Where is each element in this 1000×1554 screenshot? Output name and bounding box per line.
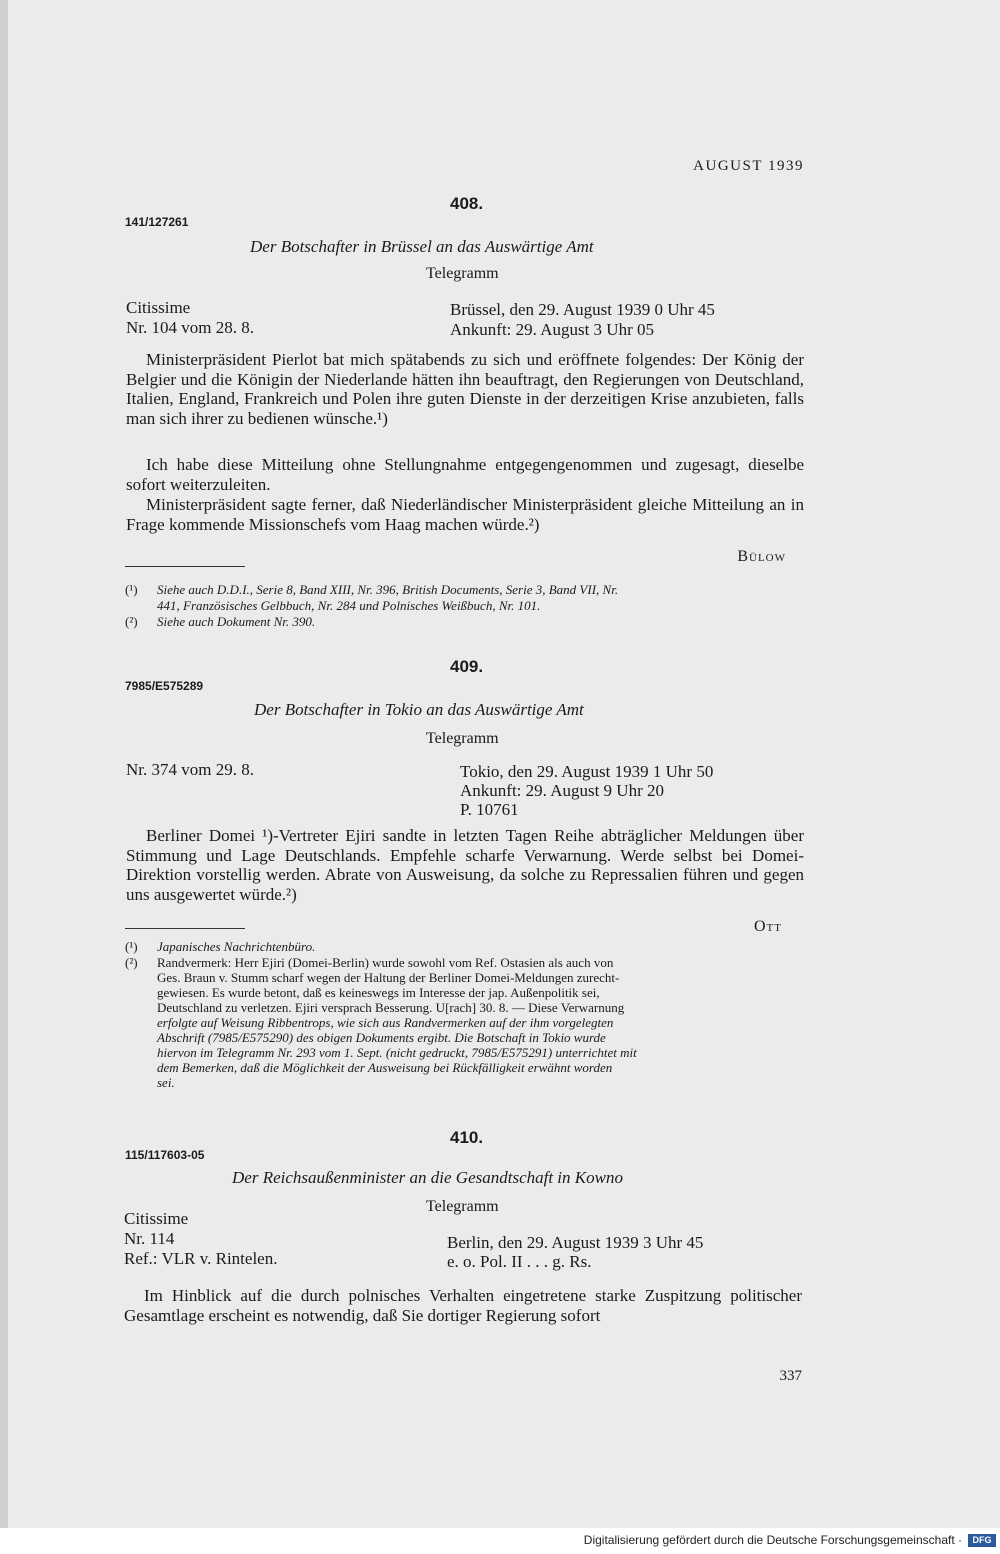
document-number: 408. <box>450 194 484 213</box>
paragraph: Ich habe diese Mitteilung ohne Stellungnahme entgegengenommen und zugesagt, dieselbe sofort weiterzuleiten. <box>126 455 804 494</box>
footnote-mark: (¹) <box>125 582 138 597</box>
footnote-mark: (¹) <box>125 939 138 954</box>
footer-credit: Digitalisierung gefördert durch die Deutsche Forschungsgemeinschaft · <box>583 1533 962 1547</box>
signature: Ott <box>754 918 782 935</box>
dfg-logo-icon: DFG <box>968 1534 996 1547</box>
document-type: Telegramm <box>426 265 499 282</box>
document-type: Telegramm <box>426 730 499 747</box>
footnote-line: erfolgte auf Weisung Ribbentrops, wie sich aus Randvermerken auf der ihm vorgelegten <box>157 1015 614 1030</box>
footnote-line: gewiesen. Es wurde betont, daß es keineswegs im Interesse der jap. Außenpolitik sei, <box>157 985 600 1000</box>
meta-right-line: P. 10761 <box>460 800 519 819</box>
footnote-mark: (²) <box>125 955 138 970</box>
meta-right-line: Brüssel, den 29. August 1939 0 Uhr 45 <box>450 300 715 319</box>
footnote-line: dem Bemerken, daß die Möglichkeit der Ausweisung bei Rückfälligkeit erwähnt worden <box>157 1060 613 1075</box>
footnote-rule <box>125 566 245 567</box>
document-title: Der Reichsaußenminister an die Gesandtschaft in Kowno <box>232 1168 623 1187</box>
footnote-line: Siehe auch Dokument Nr. 390. <box>157 614 316 629</box>
file-reference: 115/117603-05 <box>125 1148 205 1162</box>
paragraph: Berliner Domei ¹)-Vertreter Ejiri sandte in letzten Tagen Reihe abträglicher Meldungen über Stimmung und Lage Deutschlands. Empfehle scharfe Verwarnung. Werde selbst bei Domei-Direktion vorstellig werden. Abrate von Ausweisung, da solche zu Repressalien führen und gegen uns ausgewertet würde.²) <box>126 826 804 904</box>
meta-left-line: Ref.: VLR v. Rintelen. <box>124 1249 278 1268</box>
meta-right-line: Tokio, den 29. August 1939 1 Uhr 50 <box>460 762 714 781</box>
document-number: 410. <box>450 1128 484 1147</box>
meta-right-line: Berlin, den 29. August 1939 3 Uhr 45 <box>447 1233 704 1252</box>
document-number: 409. <box>450 657 484 676</box>
file-reference: 7985/E575289 <box>125 679 204 693</box>
document-type: Telegramm <box>426 1198 499 1215</box>
footnote-mark: (²) <box>125 614 138 629</box>
footnote-line: Abschrift (7985/E575290) des obigen Dokuments ergibt. Die Botschaft in Tokio wurde <box>157 1030 606 1045</box>
page-binding-shadow <box>0 0 8 1528</box>
signature: Bülow <box>737 548 786 565</box>
meta-right-line: Ankunft: 29. August 3 Uhr 05 <box>450 320 654 339</box>
page-number: 337 <box>779 1368 802 1384</box>
footnote-line: Siehe auch D.D.I., Serie 8, Band XIII, Nr. 396, British Documents, Serie 3, Band VII, Nr. <box>157 582 619 597</box>
file-reference: 141/127261 <box>125 215 189 229</box>
digitization-footer <box>0 1528 1000 1554</box>
document-title: Der Botschafter in Brüssel an das Auswärtige Amt <box>250 237 594 256</box>
paragraph: Ministerpräsident Pierlot bat mich spätabends zu sich und eröffnete folgendes: Der König der Belgier und die Königin der Niederlande hätten ihn beauftragt, den Regierungen von Deutschland, Italien, England, Frankreich und Polen ihre guten Dienste in der derzeitigen Krise anzubieten, falls man sich ihrer zu bedienen wünsche.¹) <box>126 350 804 428</box>
paragraph: Im Hinblick auf die durch polnisches Verhalten eingetretene starke Zuspitzung politischer Gesamtlage erscheint es notwendig, daß Sie dortiger Regierung sofort <box>124 1286 802 1325</box>
footnote-line: Ges. Braun v. Stumm scharf wegen der Haltung der Berliner Domei-Meldungen zurecht- <box>157 970 620 985</box>
meta-left-line: Nr. 104 vom 28. 8. <box>126 318 254 337</box>
meta-left-line: Nr. 114 <box>124 1229 175 1248</box>
meta-right-line: e. o. Pol. II . . . g. Rs. <box>447 1252 592 1271</box>
meta-left-line: Citissime <box>124 1209 189 1228</box>
meta-left-line: Citissime <box>126 298 191 317</box>
footnote-line: Deutschland zu verletzen. Ejiri versprach Besserung. U[rach] 30. 8. — Diese Verwarnung <box>157 1000 625 1015</box>
meta-right-line: Ankunft: 29. August 9 Uhr 20 <box>460 781 664 800</box>
document-title: Der Botschafter in Tokio an das Auswärtige Amt <box>254 700 584 719</box>
running-head: AUGUST 1939 <box>693 158 804 174</box>
footnote-rule <box>125 928 245 929</box>
footnote-line: 441, Französisches Gelbbuch, Nr. 284 und Polnisches Weißbuch, Nr. 101. <box>157 598 541 613</box>
footnote-line: sei. <box>157 1075 175 1090</box>
paragraph: Ministerpräsident sagte ferner, daß Niederländischer Ministerpräsident gleiche Mitteilung an in Frage kommende Missionschefs vom Haag machen würde.²) <box>126 495 804 534</box>
meta-left-line: Nr. 374 vom 29. 8. <box>126 760 254 779</box>
footnote-line: hiervon im Telegramm Nr. 293 vom 1. Sept. (nicht gedruckt, 7985/E575291) unterrichtet mit <box>157 1045 637 1060</box>
footnote-line: Japanisches Nachrichtenbüro. <box>157 939 316 954</box>
footnote-line: Randvermerk: Herr Ejiri (Domei-Berlin) wurde sowohl vom Ref. Ostasien als auch von <box>157 955 614 970</box>
